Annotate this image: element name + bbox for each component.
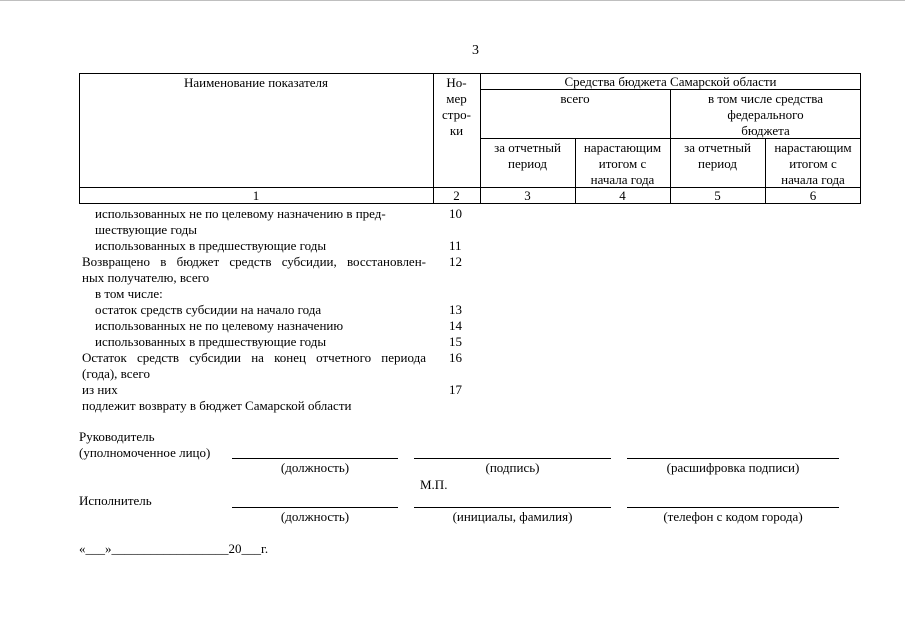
report-table-header xyxy=(79,73,861,205)
stamp-place: М.П. xyxy=(420,477,448,492)
head-decoding-line xyxy=(627,458,839,459)
row-number: 16 xyxy=(449,350,462,365)
date-line: «___»__________________20___г. xyxy=(79,541,269,556)
column-number-5: 5 xyxy=(714,188,721,203)
head-signature-line xyxy=(414,458,611,459)
column-number-1: 1 xyxy=(252,188,260,203)
col-row-number-header: Но- мер стро- ки xyxy=(442,75,471,138)
executor-position-line xyxy=(232,507,398,508)
position-caption: (должность) xyxy=(280,460,350,475)
column-number-6: 6 xyxy=(809,188,817,203)
column-number-2: 2 xyxy=(453,188,460,203)
head-label: Руководитель (уполномоченное лицо) xyxy=(79,429,211,460)
budget-title-header: Средства бюджета Самарской области xyxy=(564,74,777,89)
cumulative-header-total: нарастающим итогом с начала года xyxy=(583,140,662,187)
page-number: 3 xyxy=(472,43,479,58)
initials-caption: (инициалы, фамилия) xyxy=(452,509,573,524)
executor-position-caption: (должность) xyxy=(280,509,350,524)
row-number: 14 xyxy=(449,318,462,333)
executor-label: Исполнитель xyxy=(79,493,152,508)
period-header-total: за отчетный период xyxy=(494,140,561,171)
cumulative-header-federal: нарастающим итогом с начала года xyxy=(774,140,852,187)
column-number-4: 4 xyxy=(619,188,626,203)
top-border-line xyxy=(0,0,905,1)
executor-initials-line xyxy=(414,507,611,508)
row-number: 17 xyxy=(449,382,462,397)
federal-header: в том числе средства федерального бюджета xyxy=(707,91,824,138)
column-number-3: 3 xyxy=(524,188,531,203)
period-header-federal: за отчетный период xyxy=(684,140,751,171)
decoding-caption: (расшифровка подписи) xyxy=(666,460,800,475)
phone-caption: (телефон с кодом города) xyxy=(663,509,803,524)
row-number: 12 xyxy=(449,254,462,269)
row-number: 10 xyxy=(449,206,462,221)
executor-phone-line xyxy=(627,507,839,508)
col-name-header: Наименование показателя xyxy=(183,75,329,90)
total-header: всего xyxy=(560,91,590,106)
row-number: 11 xyxy=(449,238,462,253)
signature-caption: (подпись) xyxy=(485,460,540,475)
row-number: 13 xyxy=(449,302,462,317)
head-position-line xyxy=(232,458,398,459)
row-number: 15 xyxy=(449,334,462,349)
